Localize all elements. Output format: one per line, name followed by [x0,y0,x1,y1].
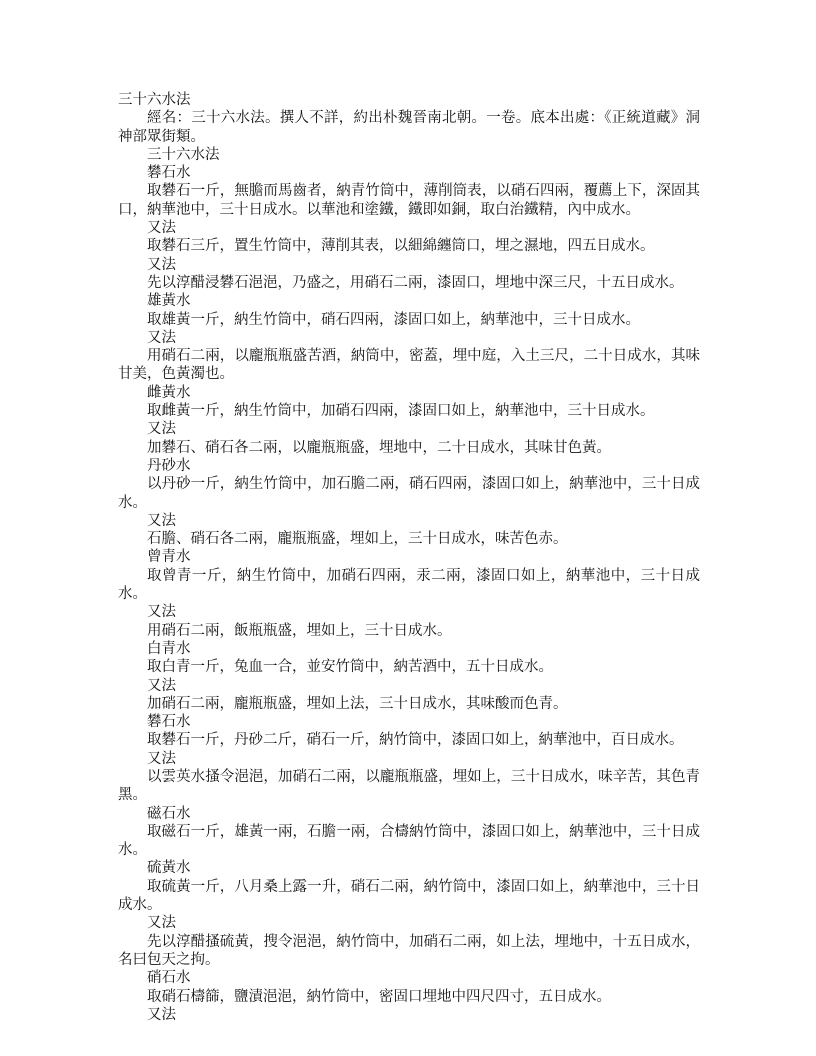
body-paragraph: 以丹砂一斤，納生竹筒中，加石膽二兩，硝石四兩，漆固口如上，納華池中，三十日成水。 [118,476,700,511]
section-heading: 又法 [147,677,176,694]
body-paragraph: 取礬石一斤，無膽而馬齒者，納青竹筒中，薄削筒表，以硝石四兩，覆薦上下，深固其口，納華池中，三十日成水。以華池和塗鐵，鐵即如銅，取白治鐵精，內中成水。 [118,183,700,218]
section-heading: 又法 [147,329,176,346]
body-paragraph: 以雲英水搔令浥浥，加硝石二兩，以龐瓶瓶盛，埋如上，三十日成水，味辛苦，其色青黑。 [118,768,700,804]
body-paragraph: 先以淳醋搔硫黃，搜令浥浥，納竹筒中，加硝石二兩，如上法，埋地中，十五日成水，名曰包天之拘。 [118,933,700,968]
body-paragraph: 用硝石二兩，飯瓶瓶盛，埋如上，三十日成水。 [147,622,452,639]
section-heading: 丹砂水 [147,457,191,474]
section-heading: 又法 [147,256,176,273]
section-heading: 磁石水 [147,805,191,822]
section-heading: 又法 [147,421,176,438]
body-paragraph: 取雄黃一斤，納生竹筒中，硝石四兩，漆固口如上，納華池中，三十日成水。 [147,311,640,328]
document-title: 三十六水法 [118,92,191,108]
section-heading: 三十六水法 [147,146,220,163]
meta-paragraph: 經名：三十六水法。撰人不詳，約出朴魏晉南北朝。一卷。底本出處：《正統道藏》洞神部眾街類。 [118,110,700,145]
body-paragraph: 加硝石二兩，龐瓶瓶盛，埋如上法，三十日成水，其味酸而色青。 [147,695,568,712]
section-heading: 硫黃水 [147,860,191,877]
body-paragraph: 取白青一斤，兔血一合，並安竹筒中，納苦酒中，五十日成水。 [147,659,553,676]
section-heading: 又法 [147,220,176,237]
section-heading: 又法 [147,1006,176,1023]
document-page [118,91,700,1024]
body-paragraph: 取礬石一斤，丹砂二斤，硝石一斤，納竹筒中，漆固口如上，納華池中，百日成水。 [147,732,684,749]
section-heading: 礬石水 [147,165,191,182]
section-heading: 硝石水 [147,970,191,987]
body-paragraph: 取礬石三斤，置生竹筒中，薄削其表，以細綿纏筒口，埋之濕地，四五日成水。 [147,238,655,255]
section-heading: 曾青水 [147,549,191,566]
body-paragraph: 用硝石二兩，以龐瓶瓶盛苦酒，納筒中，密蓋，埋中庭，入土三尺，二十日成水，其味甘美，色黃濁也。 [118,348,700,383]
section-heading: 又法 [147,915,176,932]
section-heading: 雌黃水 [147,384,191,401]
body-paragraph: 取曾青一斤，納生竹筒中，加硝石四兩，汞二兩，漆固口如上，納華池中，三十日成水。 [118,567,700,603]
section-heading: 又法 [147,750,176,767]
body-paragraph: 先以淳醋浸礬石浥浥，乃盛之，用硝石二兩，漆固口，埋地中深三尺，十五日成水。 [147,274,684,291]
body-paragraph: 取硝石檮篩，鹽漬浥浥，納竹筒中，密固口埋地中四尺四寸，五日成水。 [147,988,611,1005]
section-heading: 又法 [147,604,176,621]
body-paragraph: 取磁石一斤，雄黃一兩，石膽一兩，合檮納竹筒中，漆固口如上，納華池中，三十日成水。 [118,823,700,859]
section-heading: 礬石水 [147,714,191,731]
section-heading: 白青水 [147,640,191,657]
body-paragraph: 取硫黃一斤，八月桑上露一升，硝石二兩，納竹筒中，漆固口如上，納華池中，三十日成水。 [118,878,700,914]
section-heading: 又法 [147,512,176,529]
section-heading: 雄黃水 [147,293,191,310]
body-paragraph: 加礬石、硝石各二兩，以龐瓶瓶盛，埋地中，二十日成水，其味甘色黃。 [147,439,611,456]
body-paragraph: 取雌黃一斤，納生竹筒中，加硝石四兩，漆固口如上，納華池中，三十日成水。 [147,403,655,420]
body-paragraph: 石膽、硝石各二兩，龐瓶瓶盛，埋如上，三十日成水，味苦色赤。 [147,531,568,548]
